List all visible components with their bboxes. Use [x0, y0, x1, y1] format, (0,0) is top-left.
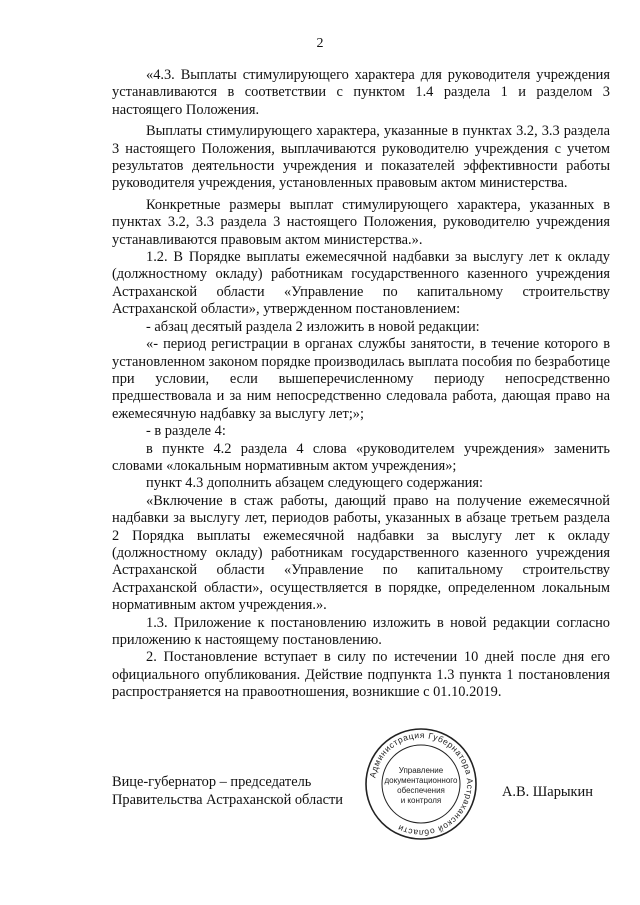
- paragraph: пункт 4.3 дополнить абзацем следующего содержания:: [146, 475, 483, 492]
- paragraph: в пункте 4.2 раздела 4 слова «руководителем учреждения» заменить словами «локальным нормативным актом учреждения»;: [112, 440, 610, 474]
- paragraph: 1.2. В Порядке выплаты ежемесячной надбавки за выслугу лет к окладу (должностному окладу) работникам государственного казенного учреждения Астраханской области «Управление по капитальному строительству Астраханской области», утвержденном постановлением:: [112, 249, 610, 318]
- paragraph: 1.3. Приложение к постановлению изложить в новой редакции согласно приложению к настоящему постановлению.: [112, 614, 610, 648]
- svg-text:Администрация Губернатора Астр: Администрация Губернатора Астраханской области: [367, 729, 476, 839]
- stamp-line: документационного: [384, 776, 458, 785]
- paragraph: 2. Постановление вступает в силу по истечении 10 дней после дня его официального опубликования. Действие подпункта 1.3 пункта 1 постановления распространяется на правоотношения, возникшие с 01.10.2019.: [112, 649, 610, 701]
- paragraph: «- период регистрации в органах службы занятости, в течение которого в установленном законом порядке производилась выплата пособия по безработице при условии, если вышеперечисленному периоду непосредственно предшествовала и за ним непосредственно следовала работа, дающая право на ежемесячную надбавку за выслугу лет;»;: [112, 336, 610, 422]
- signatory-position-line: Вице-губернатор – председатель: [112, 774, 312, 790]
- stamp-line: Управление: [398, 766, 444, 775]
- page-number: 2: [316, 36, 324, 51]
- document-body: [112, 67, 610, 702]
- stamp-inner-text: [381, 766, 461, 806]
- signatory-position-line: Правительства Астраханской области: [112, 792, 343, 808]
- official-stamp: [364, 727, 478, 841]
- paragraph: Конкретные размеры выплат стимулирующего характера, указанных в пунктах 3.2, 3.3 раздела 3 настоящего Положения, руководителю учреждения устанавливаются правовым актом министерства.».: [112, 196, 610, 248]
- paragraph: - в разделе 4:: [146, 423, 226, 440]
- signatory-name: А.В. Шарыкин: [502, 784, 593, 800]
- stamp-line: обеспечения: [397, 786, 445, 795]
- paragraph: «Включение в стаж работы, дающий право на получение ежемесячной надбавки за выслугу лет, периодов работы, указанных в абзаце третьем раздела 2 Порядка выплаты ежемесячной надбавки за выслугу лет к окладу (должностному окладу) работникам государственного казенного учреждения Астраханской области «Управление по капитальному строительству Астраханской области», осуществляется в порядке, определенном локальным нормативным актом учреждения.».: [112, 492, 610, 614]
- paragraph: «4.3. Выплаты стимулирующего характера для руководителя учреждения устанавливаются в соответствии с пунктом 1.4 раздела 1 и разделом 3 настоящего Положения.: [112, 67, 610, 118]
- paragraph: Выплаты стимулирующего характера, указанные в пунктах 3.2, 3.3 раздела 3 настоящего Положения, выплачиваются руководителю учреждения с учетом результатов деятельности учреждения и показателей эффективности работы руководителя учреждения, установленных правовым актом министерства.: [112, 123, 610, 192]
- signatory-position: [112, 773, 343, 809]
- stamp-line: и контроля: [400, 796, 442, 805]
- paragraph: - абзац десятый раздела 2 изложить в новой редакции:: [146, 318, 480, 335]
